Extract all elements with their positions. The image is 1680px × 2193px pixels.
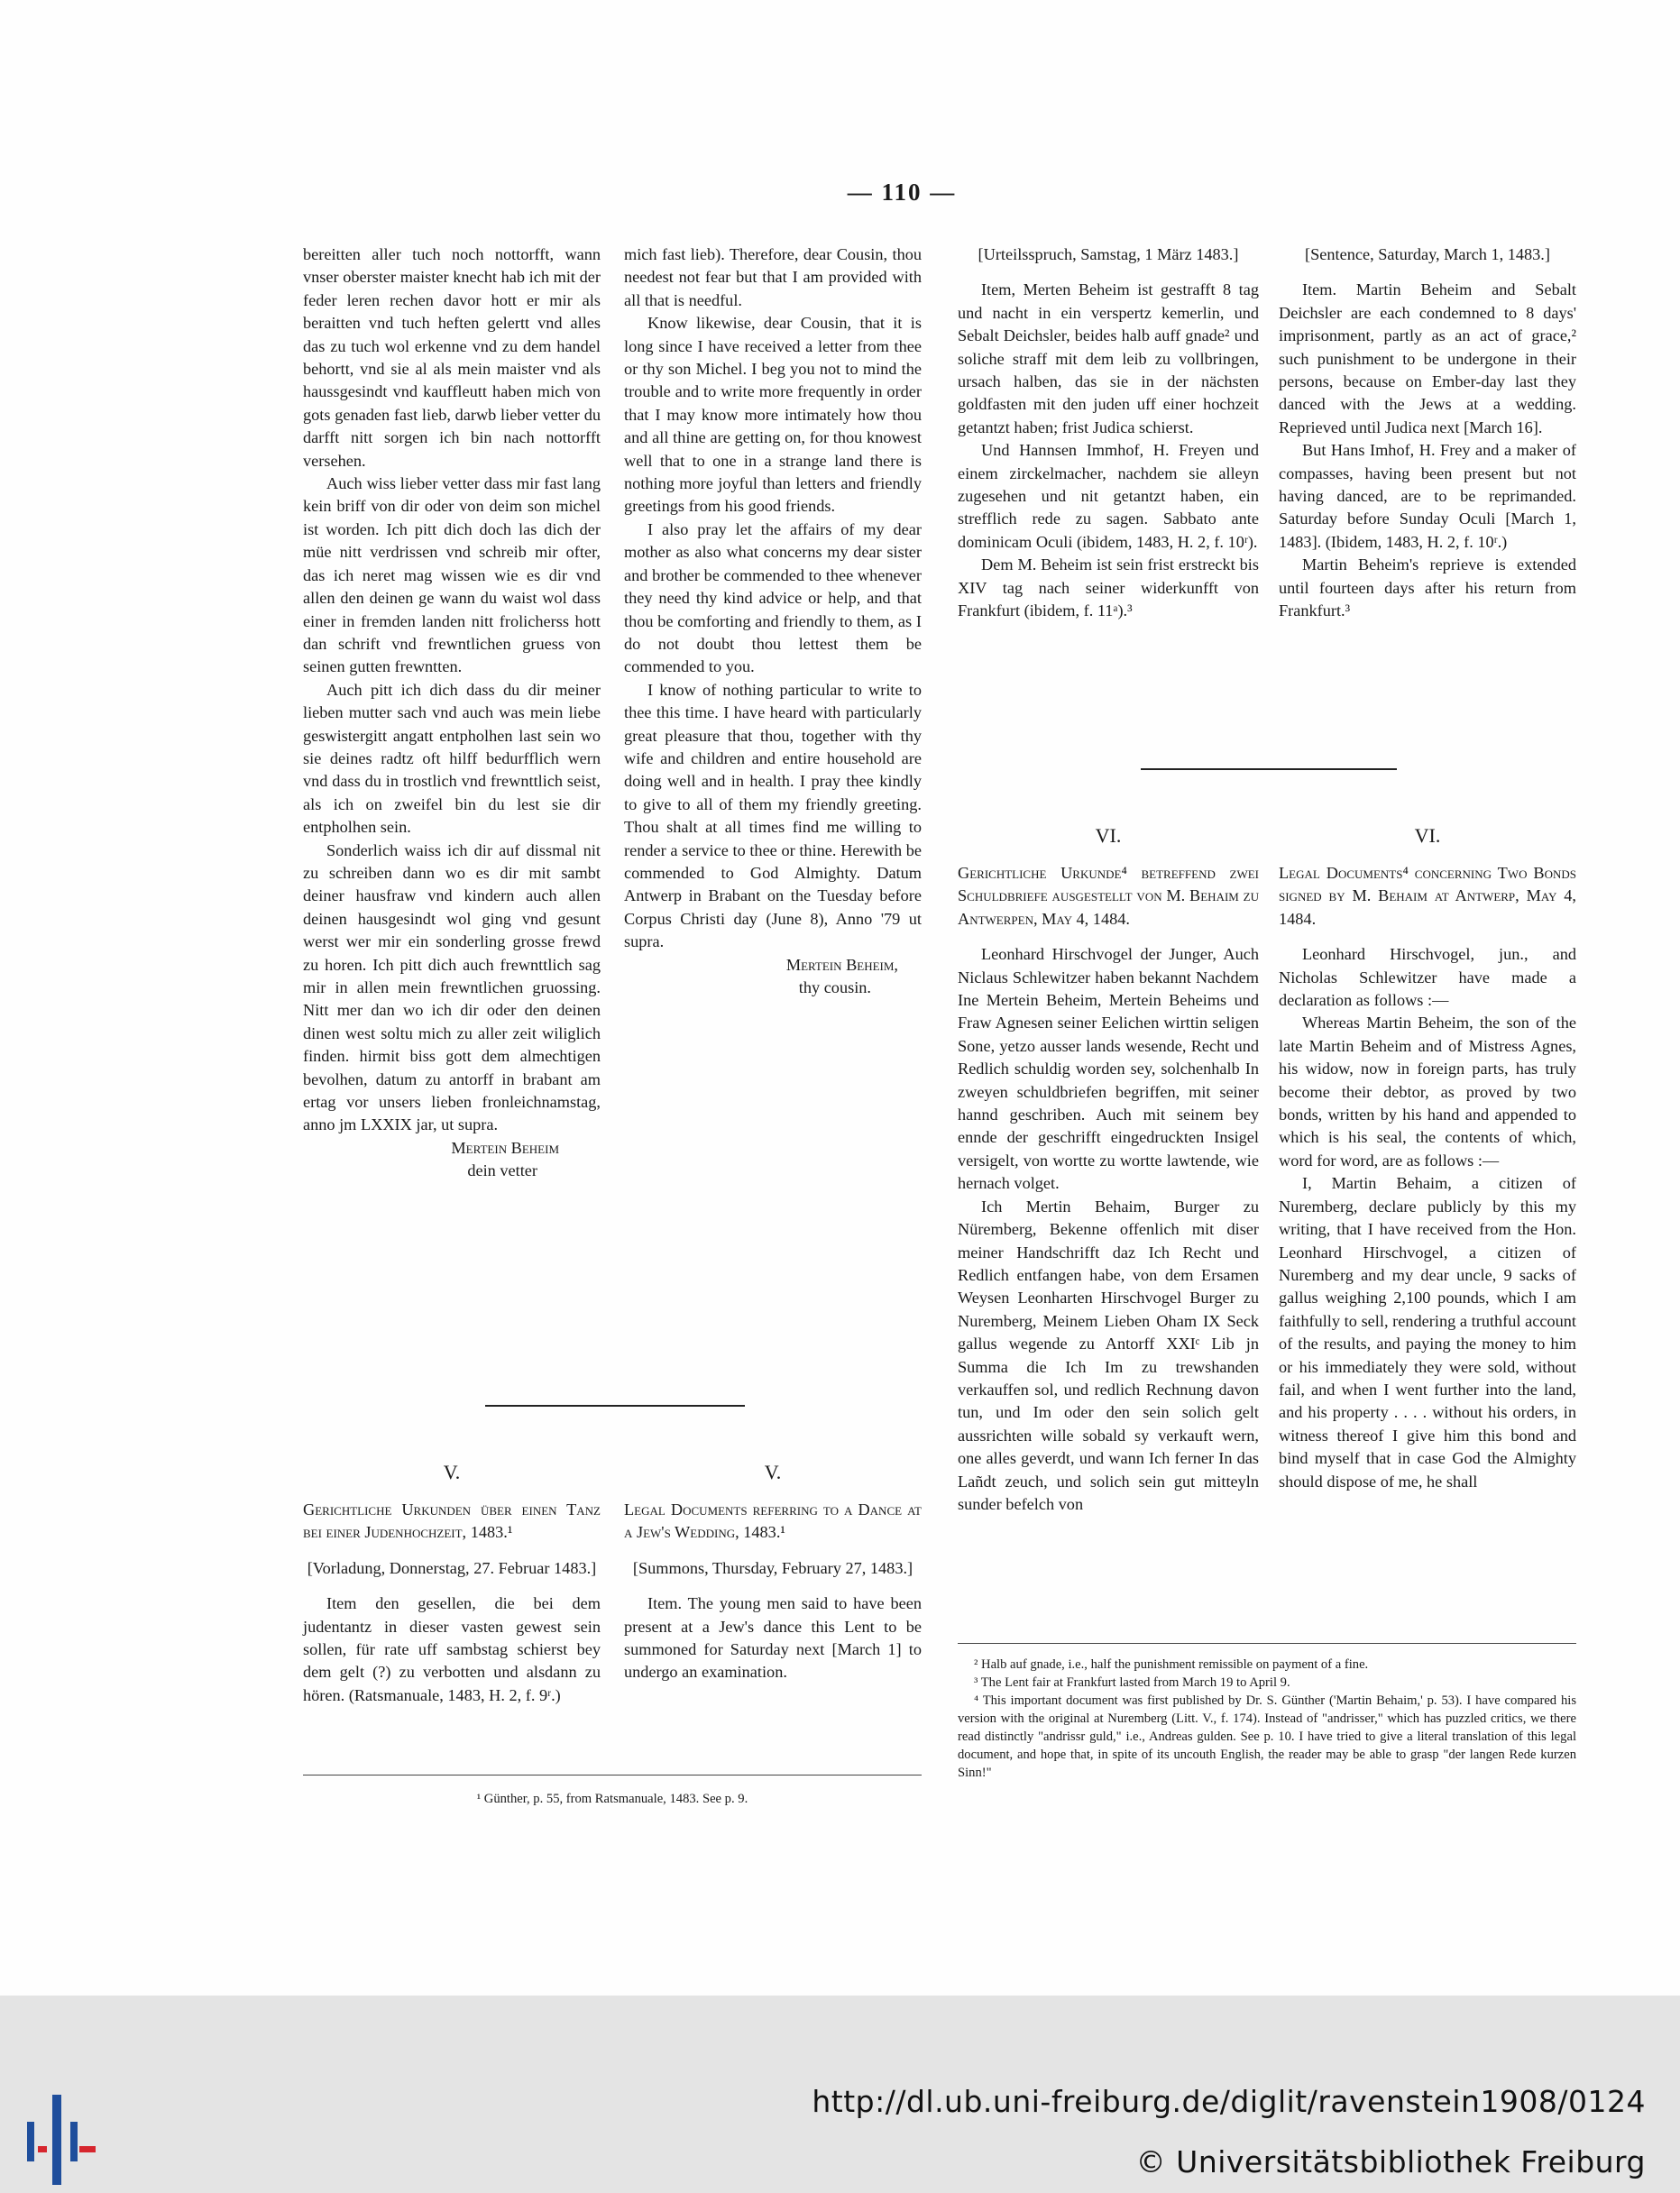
- section-numeral: VI.: [1095, 824, 1122, 847]
- section-v-german: [303, 1459, 601, 1707]
- footnote-divider: [303, 1775, 922, 1776]
- paragraph: Martin Beheim's reprieve is extended until fourteen days after his return from Frankfurt.³: [1279, 555, 1576, 620]
- paragraph: Auch wiss lieber vetter dass mir fast lang kein briff von dir oder von deim son michel ist worden. Ich pitt dich doch las dich der müe nitt verdrissen vnd schreib mir ofter, das ich neret mag wissen wie es dir vnd allen den deinen ge wann du waist wol dass einer in fremden landen nitt frolicherss hott dan schrift vnd frewntlichen gruess von seinen gutten frewntten.: [303, 474, 601, 676]
- section-heading: Gerichtliche Urkunde⁴ betreffend zwei Schuldbriefe ausgestellt von M. Behaim zu Antwerpen, May 4, 1484.: [958, 864, 1259, 928]
- section-divider: [1141, 768, 1397, 770]
- paragraph: Ich Mertin Behaim, Burger zu Nüremberg, Bekenne offenlich mit diser meiner Handschrifft daz Ich Recht und Redlich entfangen habe, von dem Ersamen Weysen Leonharten Hirschvogel Burger zu Nuremberg, Meinem Lieben Oham IX Seck gallus wegende zu Antorff XXIᶜ Lib jn Summa die Ich Im zu trewshanden verkauffen sol, und redlich Rechnung davon tun, und Im oder den sein solich gelt aussrichten wille sobald sy verkauft wern, one alles geverdt, und wann Ich ferner In das Lañdt zeuch, und solich sein gut mitteyln sunder befelch von: [958, 1197, 1259, 1513]
- section-divider: [485, 1405, 745, 1407]
- signature: Mertein Beheim: [451, 1138, 559, 1157]
- document-url-link[interactable]: http://dl.ub.uni-freiburg.de/diglit/ravenstein1908/0124: [812, 2084, 1646, 2119]
- paragraph: Und Hannsen Immhof, H. Freyen und einem zirckelmacher, nachdem sie alleyn zugesehen und nit getantzt haben, ein strefflich rede zu sagen. Sabbato ante dominicam Oculi (ibidem, 1483, H. 2, f. 10ʳ).: [958, 441, 1259, 551]
- column-2-letter-english: [624, 243, 922, 999]
- paragraph: Sonderlich waiss ich dir auf dissmal nit zu schreiben dann wo es dir mit sambt deiner hausfraw vnd kindern auch allen deinen hausgesindt wol ging vnd gesunt werst wer mir ein sonderling grosse frewd zu horen. Ich pitt dich auch frewnttlich sag mir in allen mein frewntlichen gruossing. Nitt mer dan wo ich dir oder den deinen dinen west soltu mich zu aller zeit wiliglich finden. hirmit biss gott dem almechtigen bevolhen, datum zu antorff in brabant am ertag vor unsers lieben fronleichnamstag, anno jm LXXIX jar, ut supra.: [303, 840, 601, 1134]
- section-vi-german: [958, 822, 1259, 1516]
- section-date-bracket: [Sentence, Saturday, March 1, 1483.]: [1305, 245, 1550, 263]
- column-1-letter-german: [303, 243, 601, 1183]
- paragraph: Item. Martin Beheim and Sebalt Deichsler are each condemned to 8 days' imprisonment, partly as an act of grace,² such punishment to be undergone in their persons, because on Ember-day last they danced with the Jews at a wedding. Reprieved until Judica next [March 16].: [1279, 280, 1576, 436]
- paragraph: Item den gesellen, die bei dem judentantz in dieser vasten gewest sein sollen, für rate uff sambstag schierst bey dem gelt (?) zu verbotten und alsdann zu hören. (Ratsmanuale, 1483, H. 2, f. 9ʳ.): [303, 1594, 601, 1704]
- paragraph: I also pray let the affairs of my dear mother as also what concerns my dear sister and brother be commended to thee whenever they need thy kind advice or help, and that thou be comforting and friendly to them, as I do not doubt thou lettest them be commended to you.: [624, 519, 922, 676]
- section-date-bracket: [Urteilsspruch, Samstag, 1 März 1483.]: [978, 245, 1239, 263]
- paragraph: I, Martin Behaim, a citizen of Nuremberg, declare publicly by this my writing, that I have received from the Hon. Leonhard Hirschvogel, a citizen of Nuremberg and my dear uncle, 9 sacks of gallus weighing 2,100 pounds, which I am faithfully to sell, rendering a truthful account of the results, and paying the money to him or his immediately they were sold, without fail, and when I went further into the land, and his property . . . . without his orders, in witness thereof I give him this bond and bind myself that in case God the Almighty should dispose of me, he shall: [1279, 1174, 1576, 1491]
- library-logo-icon: [20, 2090, 110, 2189]
- section-date-bracket: [Summons, Thursday, February 27, 1483.]: [632, 1558, 913, 1577]
- footnote: ³ The Lent fair at Frankfurt lasted from March 19 to April 9.: [974, 1675, 1290, 1690]
- paragraph: Know likewise, dear Cousin, that it is long since I have received a letter from thee or thy son Michel. I beg you not to mind the trouble and to write more frequently in order that I may know more intimately how thou and all thine are getting on, for thou knowest well that to one in a strange land there is nothing more joyful than letters and friendly greetings from his good friends.: [624, 314, 922, 516]
- paragraph: Leonhard Hirschvogel, jun., and Nicholas Schlewitzer have made a declaration as follows :—: [1279, 945, 1576, 1010]
- signature: Mertein Beheim,: [785, 955, 898, 974]
- paragraph: I know of nothing particular to write to thee this time. I have heard with particularly great pleasure that thou, together with thy wife and children and entire household are doing well and in health. I pray thee kindly to give to all of them my friendly greeting. Thou shalt at all times find me willing to render a service to thee or thine. Herewith be commended to God Almighty. Datum Antwerp in Brabant on the Tuesday before Corpus Christi day (June 8), Anno '79 ut supra.: [624, 680, 922, 951]
- column-3-sentence-german: [958, 243, 1259, 623]
- paragraph: mich fast lieb). Therefore, dear Cousin, thou needest not fear but that I am provided with all that is needful.: [624, 245, 922, 309]
- section-numeral: VI.: [1414, 824, 1441, 847]
- section-heading: Legal Documents referring to a Dance at a Jew's Wedding, 1483.¹: [624, 1500, 922, 1542]
- paragraph: But Hans Imhof, H. Frey and a maker of compasses, having been present but not having danced, are to be reprimanded. Saturday before Sunday Oculi [March 1, 1483]. (Ibidem, 1483, H. 2, f. 10ʳ.): [1279, 441, 1576, 551]
- column-4-sentence-english: [1279, 243, 1576, 623]
- footnote: ⁴ This important document was first published by Dr. S. Günther ('Martin Behaim,' p. 53). I have compared his version with the original at Nuremberg (Litt. V., f. 174). Instead of "andrisser," which has puzzled critics, we there read distinctly "andrissr guld," i.e., Andreas gulden. See p. 10. I have tried to give a literal translation of this legal document, and hope that, in spite of its uncouth English, the reader may be able to grasp "der langen Rede kurzen Sinn!": [958, 1693, 1576, 1780]
- section-vi-english: [1279, 822, 1576, 1493]
- viewer-footer: [0, 1996, 1680, 2193]
- footnotes-right: [958, 1656, 1576, 1782]
- paragraph: Dem M. Beheim ist sein frist erstreckt bis XIV tag nach seiner widerkunfft von Frankfurt (ibidem, f. 11ᵃ).³: [958, 555, 1259, 620]
- copyright-notice: © Universitätsbibliothek Freiburg: [1135, 2144, 1646, 2179]
- section-numeral: V.: [764, 1461, 782, 1483]
- section-v-english: [624, 1459, 922, 1684]
- section-heading: Legal Documents⁴ concerning Two Bonds signed by M. Behaim at Antwerp, May 4, 1484.: [1279, 864, 1576, 928]
- signature-closing: dein vetter: [467, 1161, 537, 1180]
- paragraph: Whereas Martin Beheim, the son of the late Martin Beheim and of Mistress Agnes, his widow, now in foreign parts, has truly become their debtor, as proved by two bonds, written by his hand and appended to which is his seal, the contents of which, word for word, are as follows :—: [1279, 1014, 1576, 1170]
- page-number: — 110 —: [847, 179, 957, 206]
- paragraph: bereitten aller tuch noch nottorfft, wann vnser oberster maister knecht hab ich mit der feder leren rechen davor hott er mir als beraitten vnd tuch heften gelertt vnd alles das zu tuch wol erkenne vnd zu dem handel behortt, vnd sie al als mein maister vnd als haussgesindt vnd kauffleutt haben mich von gots genaden fast lieb, darwb lieber vetter du darfft nitt sorgen ich bin nach nottorfft versehen.: [303, 245, 601, 470]
- signature-closing: thy cousin.: [798, 978, 871, 996]
- paragraph: Item, Merten Beheim ist gestrafft 8 tag und nacht in ein verspertz kemerlin, und Sebalt Deichsler, beides halb auff gnade² und soliche straff mit dem leib zu vollbringen, ursach halben, das sie in der nächsten goldfasten mit den juden uff einer hochzeit getantzt haben; frist Judica schierst.: [958, 280, 1259, 436]
- section-numeral: V.: [443, 1461, 461, 1483]
- paragraph: Item. The young men said to have been present at a Jew's dance this Lent to be summoned for Saturday next [March 1] to undergo an examination.: [624, 1594, 922, 1682]
- section-date-bracket: [Vorladung, Donnerstag, 27. Februar 1483.]: [307, 1558, 597, 1577]
- footnote: ² Halb auf gnade, i.e., half the punishment remissible on payment of a fine.: [974, 1657, 1369, 1672]
- paragraph: Auch pitt ich dich dass du dir meiner lieben mutter sach vnd auch was mein liebe geswistergitt angatt entpholhen last sein wo sie deines radtz oft hilff bedurfflich wern vnd dass du in trostlich vnd frewnttlich seist, als ich on zweifel bin du lest sie dir entpholhen sein.: [303, 680, 601, 837]
- footnote-divider: [958, 1643, 1576, 1644]
- paragraph: Leonhard Hirschvogel der Junger, Auch Niclaus Schlewitzer haben bekannt Nachdem Ine Mertein Beheim, Mertein Beheims und Fraw Agnesen seiner Eelichen wirttin seligen Sone, yetzo ausser lands wesende, Recht und Redlich schuldig worden sey, solchenhalb In zweyen schuldbriefen begriffen, mit seiner hannd geschriben. Auch mit seinem bey ennde der geschrifft eingedruckten Insigel versigelt, von wortte zu wortte lawtende, wie hernach volget.: [958, 945, 1259, 1193]
- footnote-text: ¹ Günther, p. 55, from Ratsmanuale, 1483. See p. 9.: [476, 1792, 748, 1806]
- section-heading: Gerichtliche Urkunden über einen Tanz bei einer Judenhochzeit, 1483.¹: [303, 1500, 601, 1542]
- footnote-left: [303, 1790, 922, 1808]
